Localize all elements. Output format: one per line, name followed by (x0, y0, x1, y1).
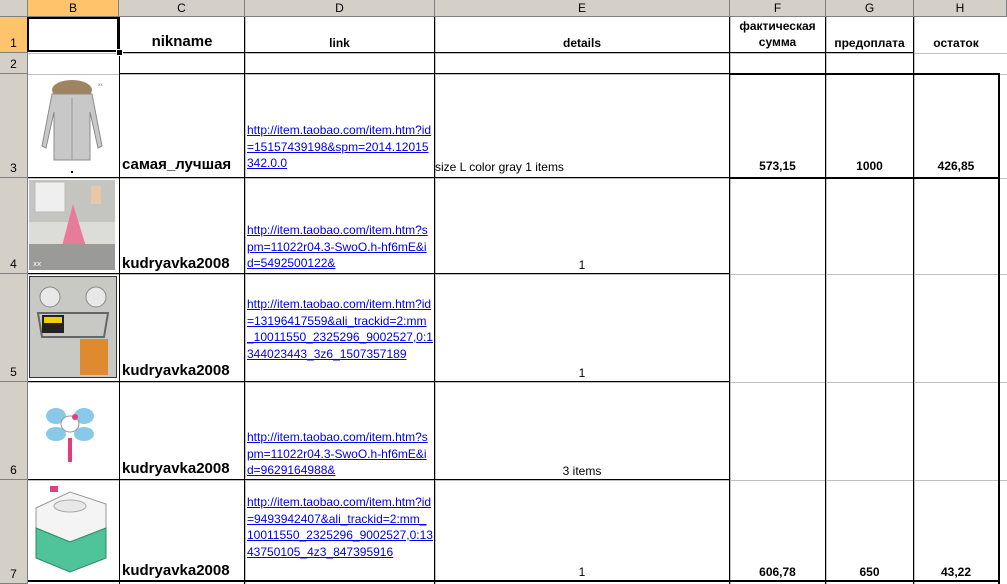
fact-sum-cell: 573,15 (759, 159, 796, 173)
row-header-1[interactable]: 1 (0, 17, 28, 53)
header-fact-sum: фактическая сумма (739, 19, 816, 49)
fill-handle[interactable] (116, 49, 123, 56)
column-header-h[interactable]: H (914, 0, 1007, 17)
details-cell: 1 (578, 565, 586, 579)
column-header-c[interactable]: C (119, 0, 245, 17)
column-header-e[interactable]: E (435, 0, 730, 17)
details-cell: 3 items (562, 464, 602, 478)
details-cell: 1 (578, 258, 586, 272)
select-all-corner[interactable] (0, 0, 28, 17)
gridline (28, 53, 1007, 54)
nickname-cell: kudryavka2008 (122, 562, 230, 579)
gridline (28, 382, 1007, 383)
row-header-4[interactable]: 4 (0, 178, 28, 274)
thumb-caption: . (70, 160, 74, 176)
row-header-5[interactable]: 5 (0, 274, 28, 382)
nickname-cell: kudryavka2008 (122, 255, 230, 272)
hoodie-icon (34, 76, 114, 164)
bathroom-hooks-icon (29, 180, 115, 270)
cell-border (825, 17, 826, 584)
cell-border (729, 17, 730, 584)
gridline (28, 480, 1007, 481)
header-rest: остаток (933, 36, 979, 50)
header-prepay: предоплата (834, 36, 905, 50)
header-nikname: nikname (151, 33, 213, 50)
column-header-b[interactable]: B (28, 0, 119, 17)
selected-cell-b1[interactable] (27, 17, 119, 52)
cell-border (119, 73, 730, 74)
cell-border (913, 17, 914, 584)
details-cell: 1 (578, 366, 586, 380)
cell-border (119, 17, 120, 584)
gridline (914, 17, 915, 584)
item-link[interactable]: http://item.taobao.com/item.htm?id=15157439198&spm=2014.12015342.0.0 (247, 123, 432, 170)
cell-border (28, 580, 1000, 582)
row-header-7[interactable]: 7 (0, 480, 28, 584)
svg-text:xx: xx (33, 260, 42, 268)
nickname-cell: самая_лучшая (122, 156, 232, 173)
cell-border (119, 52, 914, 53)
gridline (28, 274, 1007, 275)
rest-cell: 426,85 (937, 159, 975, 173)
prepay-cell: 1000 (856, 159, 883, 173)
rest-cell: 43,22 (940, 565, 972, 579)
gridline (730, 17, 731, 584)
nickname-cell: kudryavka2008 (122, 362, 230, 379)
prepay-cell: 650 (859, 565, 880, 579)
cell-border (434, 17, 435, 584)
row-header-2[interactable]: 2 (0, 53, 28, 74)
column-header-g[interactable]: G (826, 0, 914, 17)
item-link[interactable]: http://item.taobao.com/item.htm?id=9493942407&ali_trackid=2:mm_10011550_2325296_9002527,0:1343750105_4z3_847395916 (247, 495, 433, 559)
column-header-f[interactable]: F (730, 0, 826, 17)
cell-border (28, 273, 730, 274)
hello-kitty-hook-icon (38, 398, 102, 462)
cell-border (729, 177, 1000, 179)
cell-border (244, 17, 245, 584)
cell-border (28, 381, 730, 382)
row-header-6[interactable]: 6 (0, 382, 28, 480)
fact-sum-cell: 606,78 (759, 565, 796, 579)
green-box-icon (30, 484, 112, 574)
cell-border (28, 479, 730, 480)
header-details: details (562, 36, 601, 50)
nickname-cell: kudryavka2008 (122, 460, 230, 477)
gridline (435, 17, 436, 584)
sponge-holder-icon (29, 276, 117, 378)
gridline (826, 17, 827, 584)
cell-border (998, 74, 1000, 584)
details-cell: size L color gray 1 items (435, 160, 564, 174)
item-link[interactable]: http://item.taobao.com/item.htm?id=13196417559&ali_trackid=2:mm_10011550_2325296_9002527,0:1344023443_3z6_1507357189 (247, 297, 433, 361)
gridline (245, 17, 246, 584)
header-link: link (329, 36, 350, 50)
column-header-d[interactable]: D (245, 0, 435, 17)
svg-text:xx: xx (98, 82, 103, 87)
item-link[interactable]: http://item.taobao.com/item.htm?spm=11022r04.3-SwoO.h-hf6mE&id=5492500122& (247, 223, 428, 270)
row-header-3[interactable]: 3 (0, 74, 28, 178)
cell-border (729, 73, 1000, 75)
cell-border (28, 177, 730, 178)
item-link[interactable]: http://item.taobao.com/item.htm?spm=11022r04.3-SwoO.h-hf6mE&id=9629164988& (247, 430, 428, 477)
